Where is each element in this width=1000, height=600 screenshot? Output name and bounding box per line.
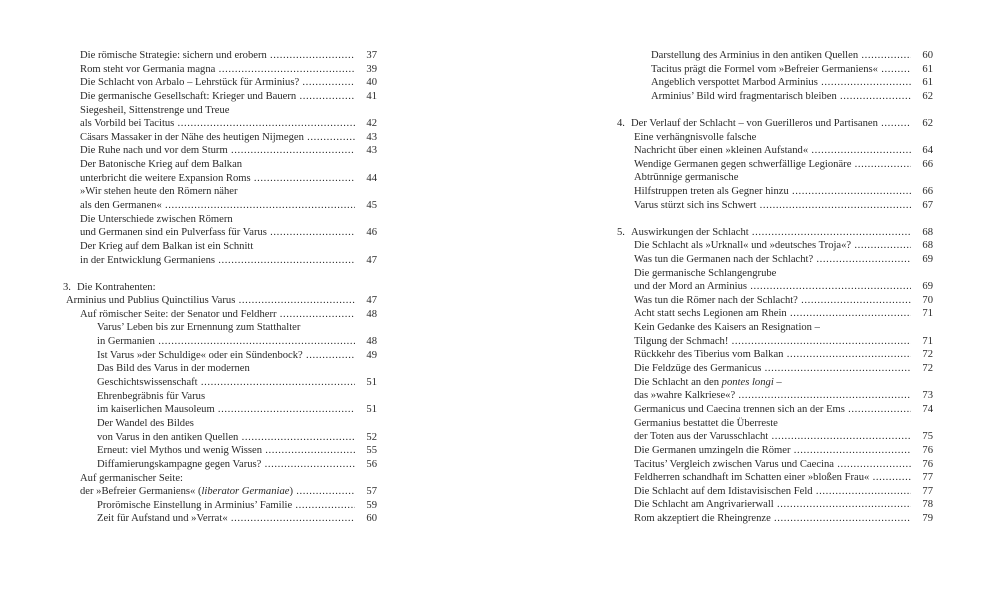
page-number [355,185,377,199]
page-number: 66 [922,158,933,170]
page-number [355,281,377,295]
toc-entry[interactable] [63,240,377,267]
toc-entry-title: Wendige Germanen gegen schwerfällige Legionäre ..... [634,158,911,172]
toc-entry-title: Auf germanischer Seite: [80,472,183,484]
toc-entry[interactable] [63,499,377,513]
toc-entry-title: Die Schlacht als »Urknall« und »deutsches Troja«? ..... [634,239,911,253]
page-number [355,213,377,227]
toc-entry-title: Varus stürzt sich ins Schwert ..... [634,199,911,213]
toc-entry-title: Auswirkungen der Schlacht ..... [631,226,911,240]
toc-entry-title: Darstellung des Arminius in den antiken Quellen ..... [651,49,911,63]
toc-entry[interactable] [617,239,933,253]
toc-entry[interactable] [63,131,377,145]
page-number [355,417,377,431]
toc-entry-title: Der Krieg auf dem Balkan ist ein Schnitt [80,240,254,252]
page-number: 47 [366,254,377,266]
toc-entry[interactable] [617,376,933,403]
page-number: 42 [366,118,377,130]
chapter-number: 5. [617,226,625,238]
page-number [911,376,933,390]
toc-entry-title: Angeblich verspottet Marbod Arminius ..... [651,76,911,90]
toc-entry[interactable] [63,321,377,348]
toc-entry[interactable] [63,458,377,472]
page-number: 69 [922,281,933,293]
toc-entry[interactable] [63,349,377,363]
toc-entry-title: Die Ruhe nach und vor dem Sturm ..... [80,144,355,158]
page-number: 59 [366,499,377,511]
page-number: 39 [366,63,377,75]
page-number [355,240,377,254]
toc-entry-title: Acht statt sechs Legionen am Rhein ..... [634,307,911,321]
toc-entry-title: Cäsars Massaker in der Nähe des heutigen Nijmegen ..... [80,131,355,145]
page-number: 60 [366,513,377,525]
toc-entry-title: unterbricht die weitere Expansion Roms ..... [80,172,355,186]
toc-entry-title: Die Schlacht am Angrivarierwall ..... [634,498,911,512]
page-number: 41 [366,90,377,102]
toc-entry[interactable] [617,171,933,198]
toc-entry-title: Die germanische Gesellschaft: Krieger und Bauern ..... [80,90,355,104]
page-number: 70 [922,294,933,306]
page-number: 43 [366,145,377,157]
toc-entry-title: Feldherren schandhaft im Schatten einer »bloßen Frau« ..... [634,471,911,485]
toc-entry-title: Die Kontrahenten: [77,281,156,293]
toc-entry[interactable] [617,63,933,77]
chapter-number: 4. [617,117,625,129]
page-number: 71 [922,308,933,320]
page-number: 76 [922,458,933,470]
page-number: 51 [366,377,377,389]
toc-chapter[interactable] [617,117,933,131]
toc-entry[interactable] [617,294,933,308]
toc-entry[interactable] [617,362,933,376]
page-number [911,131,933,145]
page-number: 73 [922,390,933,402]
toc-entry[interactable] [617,403,933,417]
toc-entry-title: Tilgung der Schmach! ..... [634,335,911,349]
toc-entry[interactable] [617,158,933,172]
page-number: 52 [366,431,377,443]
page-number: 40 [366,77,377,89]
toc-entry-title: Tacitus prägt die Formel vom »Befreier Germaniens« ..... [651,63,911,77]
toc-entry[interactable] [63,444,377,458]
page-number: 48 [366,308,377,320]
toc-entry-title: Der Batonische Krieg auf dem Balkan [80,159,243,171]
toc-entry[interactable] [63,512,377,526]
page-number [355,104,377,118]
toc-entry-title: Siegesheil, Sittenstrenge und Treue [80,104,230,116]
toc-entry[interactable] [617,485,933,499]
page-number: 68 [922,226,933,238]
toc-entry-title: der Toten aus der Varusschlacht ..... [634,430,911,444]
page-number: 57 [366,486,377,498]
toc-entry-title: Arminius’ Bild wird fragmentarisch bleiben ..... [651,90,911,104]
toc-entry-title: Der Verlauf der Schlacht – von Guerilleros und Partisanen ..... [631,117,911,131]
page-number: 47 [366,295,377,307]
page-number: 68 [922,240,933,252]
toc-entry[interactable] [63,158,377,185]
toc-entry-title: Germanius bestattet die Überreste [634,417,778,429]
toc-entry[interactable] [617,321,933,348]
page-number: 78 [922,499,933,511]
toc-entry-title: Die Schlacht an den pontes longi – [634,376,782,388]
toc-left-page [63,49,377,526]
toc-entry-title: Tacitus’ Vergleich zwischen Varus und Caecina ..... [634,458,911,472]
toc-entry[interactable] [63,49,377,63]
toc-entry-title: Arminius und Publius Quinctilius Varus ..... [66,294,355,308]
toc-entry-title: das »wahre Kalkriese«? ..... [634,389,911,403]
page-number [355,362,377,376]
toc-entry[interactable] [63,472,377,499]
toc-entry[interactable] [617,307,933,321]
page-number: 76 [922,444,933,456]
toc-entry-title: »Wir stehen heute den Römern näher [80,186,238,198]
toc-entry-title: Die Schlacht von Arbalo – Lehrstück für Arminius? ..... [80,76,355,90]
toc-entry[interactable] [617,471,933,485]
toc-entry-title: Die Unterschiede zwischen Römern [80,213,233,225]
page-number [355,158,377,172]
toc-entry-title: Ist Varus »der Schuldige« oder ein Sündenbock? ..... [97,349,355,363]
section-gap [63,267,377,280]
toc-right-page [617,49,933,526]
toc-entry[interactable] [617,512,933,526]
page-number: 61 [922,77,933,89]
page-number [355,390,377,404]
toc-entry-title: Rückkehr des Tiberius vom Balkan ..... [634,348,911,362]
chapter-number: 3. [63,281,71,293]
toc-entry[interactable] [617,90,933,104]
toc-entry[interactable] [617,253,933,267]
page-number [911,171,933,185]
toc-entry-title: und Germanen sind ein Pulverfass für Varus ..... [80,226,355,240]
toc-entry-title: Auf römischer Seite: der Senator und Feldherr ..... [80,308,355,322]
toc-entry[interactable] [617,199,933,213]
toc-entry-title: Rom steht vor Germania magna ..... [80,63,355,77]
page-number: 77 [922,472,933,484]
toc-entry-title: Germanicus und Caecina trennen sich an der Ems ..... [634,403,911,417]
toc-entry-title: Varus’ Leben bis zur Ernennung zum Statthalter [97,322,301,334]
page-number [911,267,933,281]
toc-entry-title: Die römische Strategie: sichern und erobern ..... [80,49,355,63]
page-number: 60 [922,50,933,61]
toc-entry[interactable] [63,63,377,77]
page-number: 71 [922,335,933,347]
toc-entry-title: der »Befreier Germaniens« (liberator Germaniae) ..... [80,485,355,499]
page-number: 61 [922,63,933,75]
toc-entry-title: Geschichtswissenschaft ..... [97,376,355,390]
toc-entry[interactable] [63,417,377,444]
page-number: 62 [922,117,933,129]
page-number: 37 [366,50,377,61]
toc-entry-title: Zeit für Aufstand und »Verrat« ..... [97,512,355,526]
toc-entry[interactable] [617,417,933,444]
toc-entry[interactable] [63,390,377,417]
page-number: 44 [366,172,377,184]
toc-entry-title: Ehrenbegräbnis für Varus [97,390,206,402]
toc-entry-title: Eine verhängnisvolle falsche [634,131,757,143]
toc-entry[interactable] [63,104,377,131]
page-number: 46 [366,227,377,239]
toc-entry-title: von Varus in den antiken Quellen ..... [97,431,355,445]
toc-chapter[interactable] [63,281,377,295]
page-number: 67 [922,199,933,211]
toc-entry-title: Die Schlacht auf dem Idistavisischen Feld ..... [634,485,911,499]
toc-entry-title: Erneut: viel Mythos und wenig Wissen ..... [97,444,355,458]
page-number: 72 [922,363,933,375]
toc-entry[interactable] [617,49,933,63]
page-number: 77 [922,485,933,497]
toc-entry-title: Was tun die Römer nach der Schlacht? ..... [634,294,911,308]
toc-entry[interactable] [63,294,377,308]
toc-entry-title: Prorömische Einstellung in Arminius’ Familie ..... [97,499,355,513]
toc-entry-title: Die germanische Schlangengrube [634,267,777,279]
page-number: 62 [922,90,933,102]
toc-entry[interactable] [617,444,933,458]
toc-entry-title: Der Wandel des Bildes [97,417,194,429]
page-number: 66 [922,186,933,198]
toc-entry-title: Das Bild des Varus in der modernen [97,363,250,375]
toc-entry[interactable] [617,267,933,294]
toc-entry[interactable] [63,362,377,389]
section-gap [617,104,933,117]
page-number: 51 [366,404,377,416]
page-number: 55 [366,445,377,457]
page-number: 74 [922,403,933,415]
toc-entry-title: als den Germanen« ..... [80,199,355,213]
toc-entry[interactable] [617,348,933,362]
toc-entry-title: im kaiserlichen Mausoleum ..... [97,403,355,417]
toc-chapter[interactable] [617,226,933,240]
toc-entry-title: Nachricht über einen »kleinen Aufstand« ..... [634,144,911,158]
toc-entry-title: Die Feldzüge des Germanicus ..... [634,362,911,376]
page-number: 72 [922,349,933,361]
page-number [911,321,933,335]
toc-entry[interactable] [617,498,933,512]
toc-entry[interactable] [617,458,933,472]
toc-entry[interactable] [63,144,377,158]
toc-entry[interactable] [63,213,377,240]
page-number: 64 [922,145,933,157]
toc-entry-title: Die Germanen umzingeln die Römer ..... [634,444,911,458]
toc-entry-title: in Germanien ..... [97,335,355,349]
toc-entry-title: als Vorbild bei Tacitus ..... [80,117,355,131]
page-number: 43 [366,131,377,143]
toc-entry[interactable] [617,76,933,90]
section-gap [617,212,933,225]
toc-entry-title: Kein Gedanke des Kaisers an Resignation – [634,322,820,334]
page-number [355,472,377,486]
page-number: 75 [922,431,933,443]
toc-entry[interactable] [63,185,377,212]
page-number: 49 [366,349,377,361]
toc-entry-title: und der Mord an Arminius ..... [634,280,911,294]
page-number [355,321,377,335]
page-number: 48 [366,336,377,348]
toc-entry[interactable] [63,308,377,322]
toc-entry[interactable] [63,76,377,90]
page-number: 45 [366,200,377,212]
toc-entry-title: Hilfstruppen treten als Gegner hinzu ..... [634,185,911,199]
toc-entry-title: Was tun die Germanen nach der Schlacht? ..... [634,253,911,267]
toc-entry-title: in der Entwicklung Germaniens ..... [80,254,355,268]
toc-entry[interactable] [617,131,933,158]
page-number [911,417,933,431]
toc-entry-title: Diffamierungskampagne gegen Varus? ..... [97,458,355,472]
page-number: 79 [922,513,933,525]
page-number: 69 [922,253,933,265]
toc-entry[interactable] [63,90,377,104]
toc-entry-title: Rom akzeptiert die Rheingrenze ..... [634,512,911,526]
page-number: 56 [366,458,377,470]
toc-entry-title: Abtrünnige germanische [634,172,739,184]
